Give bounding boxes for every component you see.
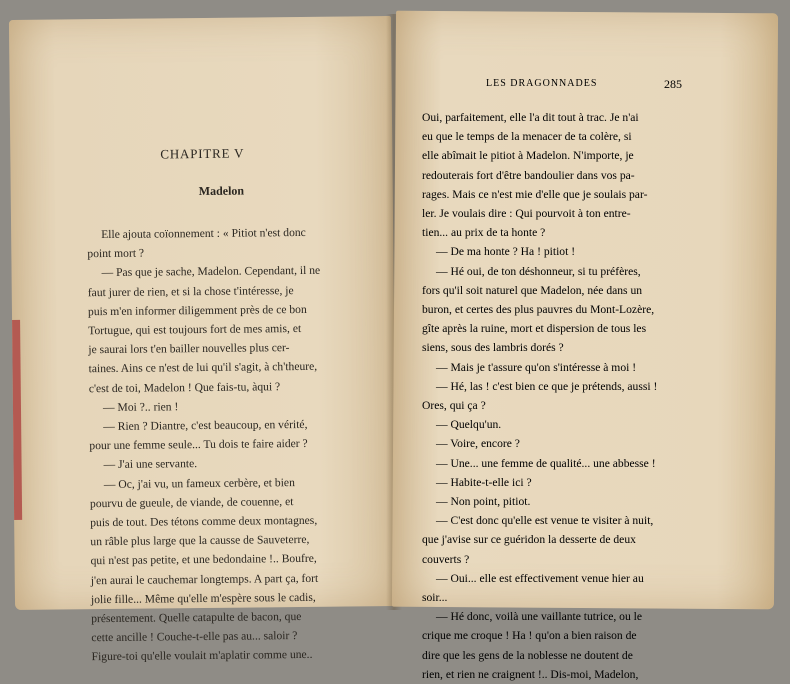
text-line: faut jurer de rien, et si la chose t'intéresse, je bbox=[87, 283, 294, 299]
text-line: ler. Je voulais dire : Qui pourvoit à ton entre- bbox=[422, 207, 631, 221]
text-line: — Non point, pitiot. bbox=[436, 495, 531, 509]
text-line: rien, et rien ne craignent !.. Dis-moi, Madelon, bbox=[422, 667, 639, 681]
text-line: présentement. Quelle catapulte de bacon, que bbox=[91, 610, 302, 626]
text-line: elle abîmait le pitiot à Madelon. N'importe, je bbox=[422, 149, 634, 163]
left-page-body bbox=[87, 222, 382, 667]
text-line: — Rien ? Diantre, c'est beaucoup, en vérité, bbox=[103, 417, 308, 434]
text-line: point mort ? bbox=[87, 246, 145, 261]
text-line: — Mais je t'assure qu'on s'intéresse à moi ! bbox=[436, 360, 637, 374]
text-line: — Habite-t-elle ici ? bbox=[436, 475, 532, 489]
text-line: jolie fille... Même qu'elle m'espère sous le cadis, bbox=[90, 590, 316, 607]
text-line: redouterais fort d'être bandoulier dans vos pa- bbox=[422, 168, 635, 182]
text-line: — Hé oui, de ton déshonneur, si tu préfères, bbox=[436, 264, 641, 278]
left-page bbox=[9, 16, 397, 664]
text-line: puis de tout. Des tétons comme deux montagnes, bbox=[90, 513, 318, 530]
text-line: Tortugue, qui est toujours fort de mes amis, et bbox=[88, 321, 302, 338]
text-line: gîte après la ruine, mort et dispersion de tous les bbox=[422, 322, 647, 336]
text-line: — Hé donc, voilà une vaillante tutrice, ou le bbox=[436, 610, 643, 624]
running-header: LES DRAGONNADES bbox=[486, 78, 598, 89]
text-line: pourvu de gueule, de viande, de couenne, et bbox=[89, 494, 294, 511]
text-line: — Hé, las ! c'est bien ce que je prétends, aussi ! bbox=[436, 379, 658, 393]
text-line: Oui, parfaitement, elle l'a dit tout à trac. Je n'ai bbox=[422, 111, 639, 124]
text-line: — Quelqu'un. bbox=[436, 418, 502, 432]
text-line: crique me croque ! Ha ! qu'on a bien raison de bbox=[422, 629, 637, 643]
text-line: c'est de toi, Madelon ! Que fais-tu, àqui ? bbox=[88, 379, 281, 395]
text-line: fors qu'il soit naturel que Madelon, née dans un bbox=[422, 283, 643, 297]
text-line: — Oui... elle est effectivement venue hier au bbox=[436, 571, 644, 585]
text-line: — Oc, j'ai vu, un fameux cerbère, et bien bbox=[103, 475, 295, 491]
text-line: j'en aurai le cauchemar longtemps. A part ça, fort bbox=[90, 571, 319, 587]
text-line: Figure-toi qu'elle voulait m'aplatir comme une.. bbox=[91, 648, 313, 664]
text-line: — De ma honte ? Ha ! pitiot ! bbox=[436, 245, 576, 259]
text-line: — J'ai une servante. bbox=[103, 457, 198, 472]
right-page-body bbox=[422, 108, 716, 684]
page-number: 285 bbox=[664, 77, 682, 91]
spine-edge-red bbox=[12, 320, 22, 520]
text-line: — Moi ?.. rien ! bbox=[102, 400, 179, 414]
text-line: taines. Ains ce n'est de lui qu'il s'agit, à ch'theure, bbox=[88, 360, 318, 376]
text-line: Elle ajouta coïonnement : « Pitiot n'est donc bbox=[101, 225, 306, 242]
text-line: — Une... une femme de qualité... une abbesse ! bbox=[436, 456, 656, 470]
text-line: que j'avise sur ce guéridon la desserte de deux bbox=[422, 533, 636, 547]
text-line: rages. Mais ce n'est mie d'elle que je soulais par- bbox=[422, 187, 648, 201]
text-line: — Pas que je sache, Madelon. Cependant, il ne bbox=[101, 264, 321, 280]
text-line: qui n'est pas petite, et une bedondaine !.. Boufre, bbox=[90, 552, 317, 568]
text-line: Ores, qui ça ? bbox=[422, 399, 486, 413]
text-line: pour une femme seule... Tu dois te faire aider ? bbox=[89, 437, 308, 453]
text-line: — C'est donc qu'elle est venue te visiter à nuit, bbox=[436, 514, 654, 528]
text-line: cette ancille ! Couche-t-elle pas au... saloir ? bbox=[91, 629, 298, 645]
text-line: siens, sous des lambris dorés ? bbox=[422, 341, 564, 355]
text-line: couverts ? bbox=[422, 552, 470, 566]
text-line: je saurai lors t'en bailler nouvelles plus cer- bbox=[88, 341, 290, 357]
text-line: puis m'en informer diligemment près de ce bon bbox=[87, 302, 307, 319]
text-line: eu que le temps de la menacer de ta colère, si bbox=[422, 130, 632, 144]
text-line: — Voire, encore ? bbox=[436, 437, 520, 451]
chapter-subtitle: Madelon bbox=[198, 183, 245, 199]
text-line: un râble plus large que la causse de Sauveterre, bbox=[90, 533, 310, 549]
chapter-title: CHAPITRE V bbox=[160, 145, 245, 162]
text-line: tien... au prix de ta honte ? bbox=[422, 226, 546, 240]
text-line: dire que les gens de la noblesse ne doutent de bbox=[422, 648, 633, 662]
text-line: soir... bbox=[422, 591, 448, 605]
text-line: buron, et certes des plus pauvres du Mont-Lozère, bbox=[422, 303, 655, 317]
